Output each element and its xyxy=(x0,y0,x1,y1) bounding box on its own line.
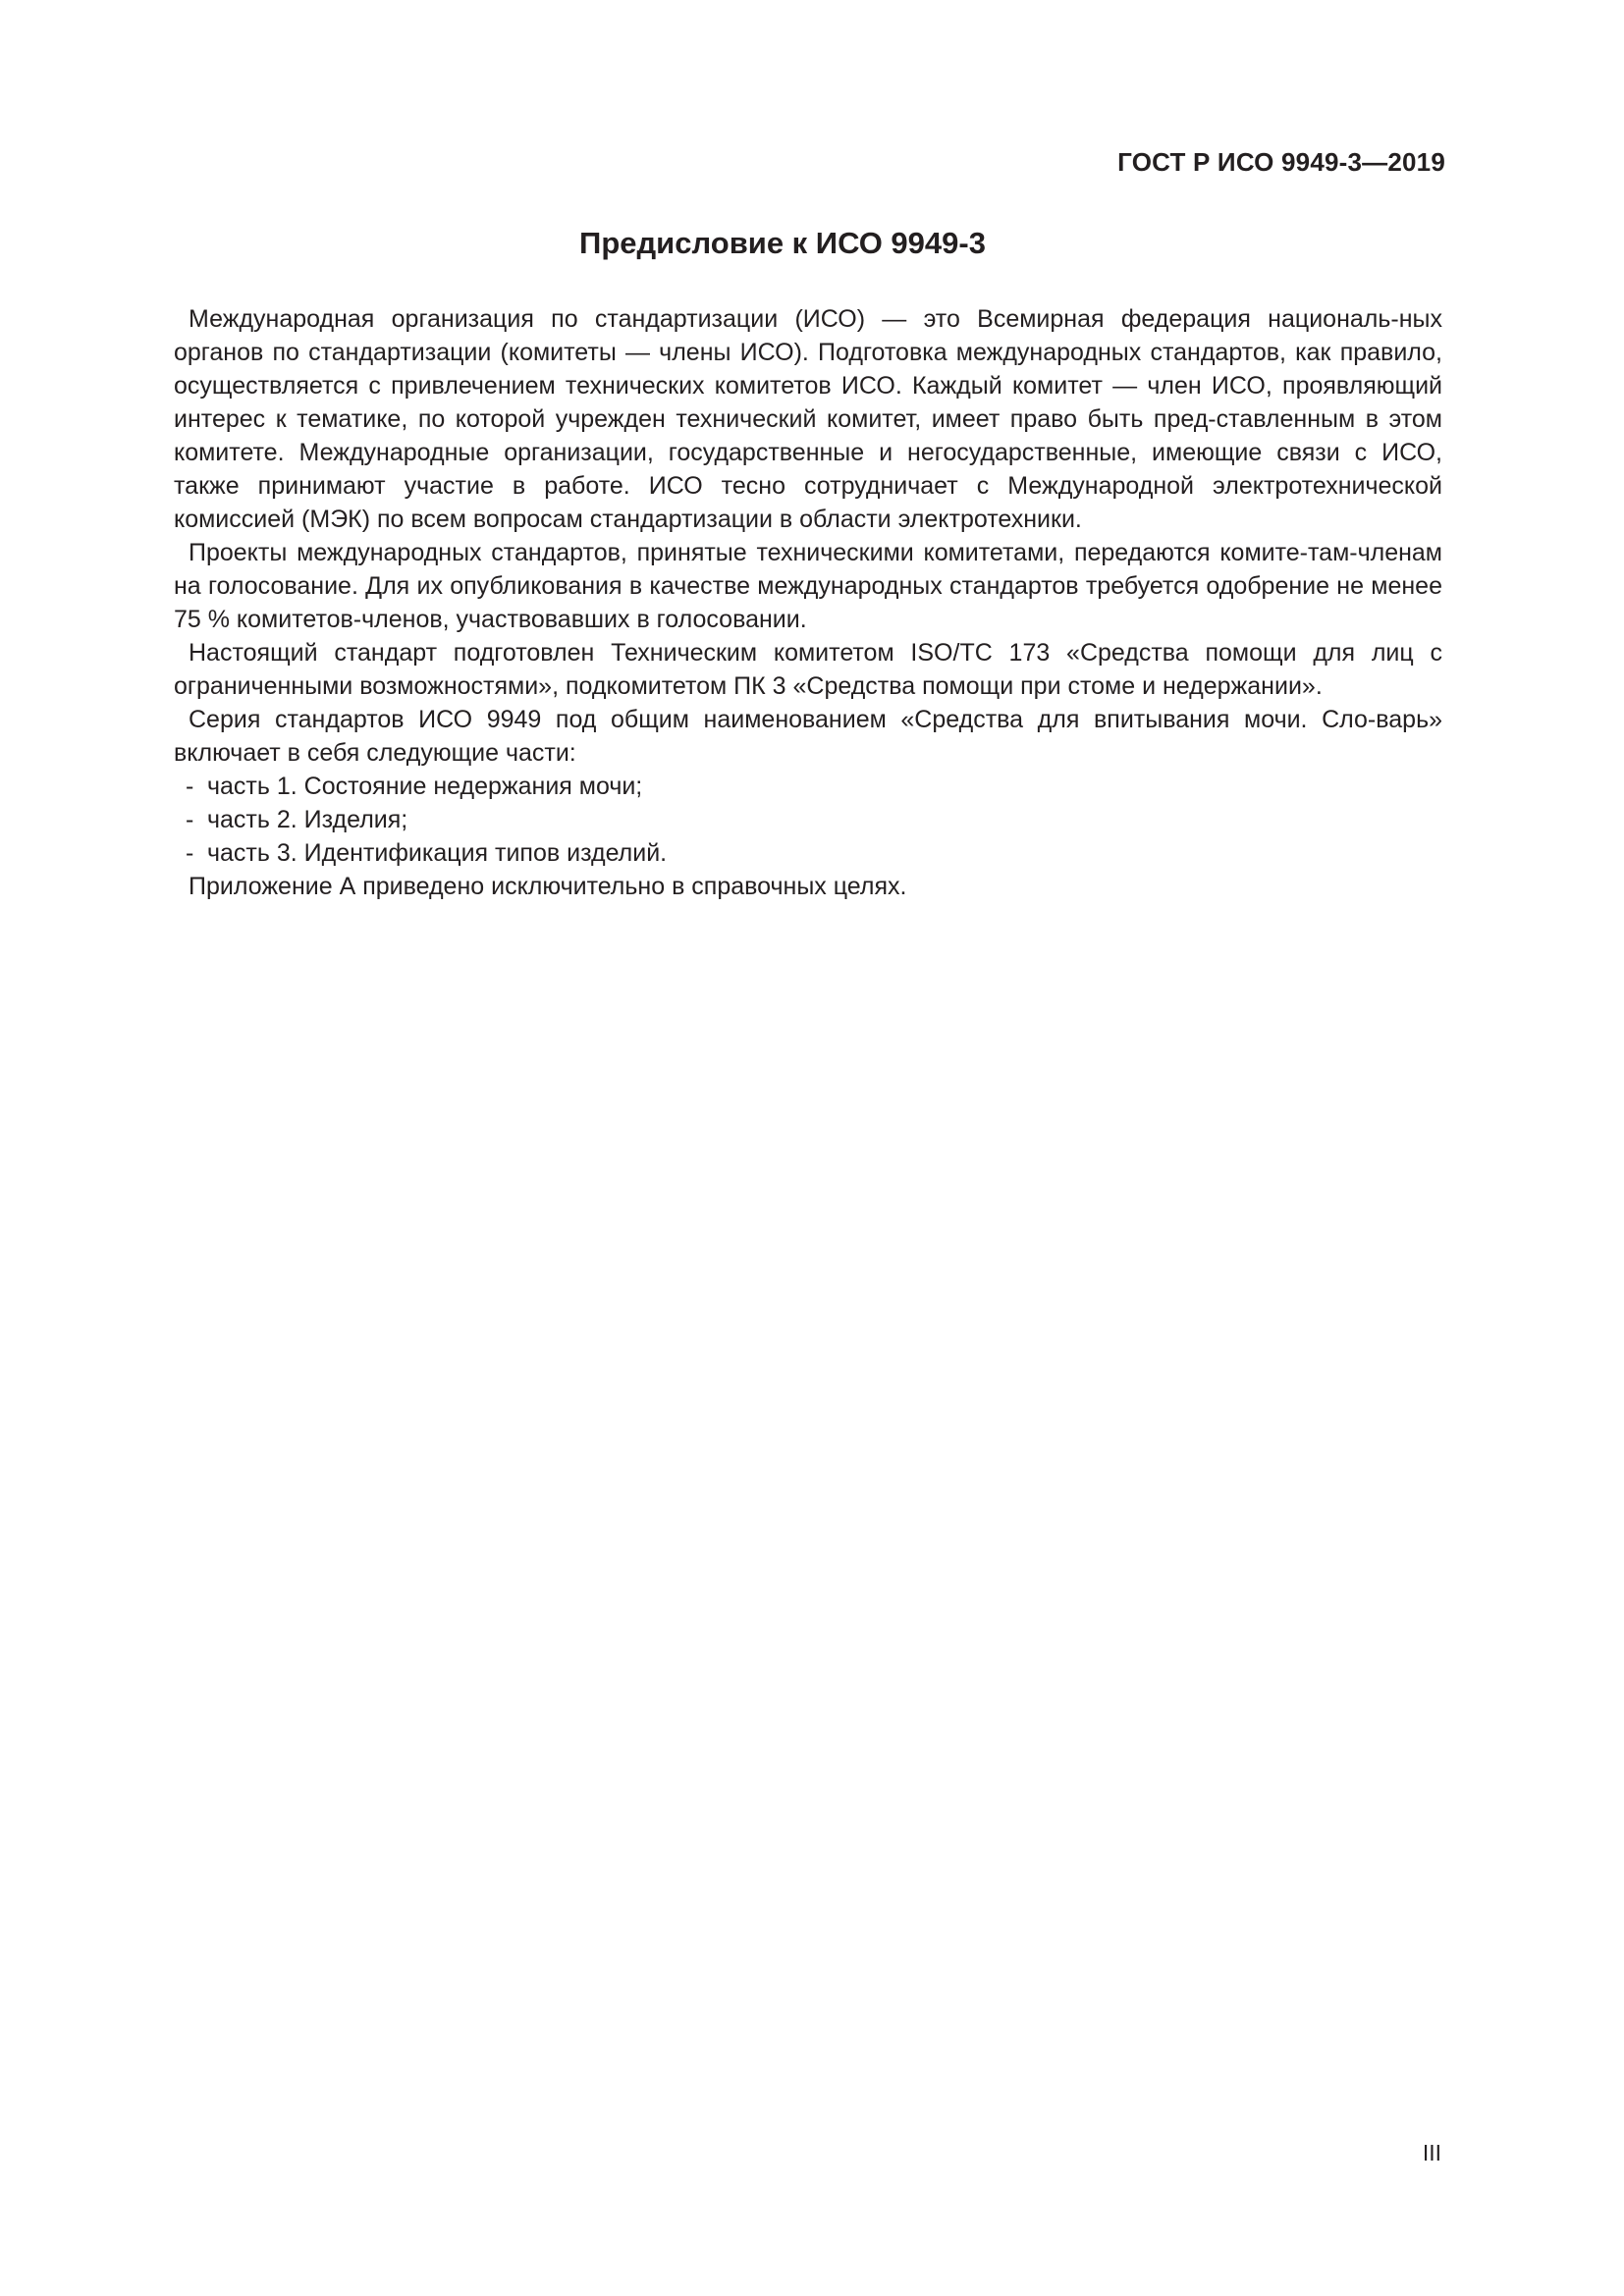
list-item-text: часть 1. Состояние недержания мочи; xyxy=(207,773,643,800)
paragraph-appendix: Приложение А приведено исключительно в справочных целях. xyxy=(189,873,907,900)
page-number: III xyxy=(1422,2140,1441,2165)
list-item-text: часть 3. Идентификация типов изделий. xyxy=(207,839,668,867)
list-marker: - xyxy=(186,806,194,833)
paragraph-series: Серия стандартов ИСО 9949 под общим наименованием «Средства для впитывания мочи. Сло-варь» включает в себя следующие части: xyxy=(174,706,1442,767)
list-marker: - xyxy=(186,839,194,867)
paragraph-iso-organization: Международная организация по стандартизации (ИСО) — это Всемирная федерация националь-ных органов по стандартизации (комитеты — члены ИСО). Подготовка международных стандартов, как правило, осуществляется с привлечением технических комитетов ИСО. Каждый комитет — член ИСО, проявляющий интерес к тематике, по которой учрежден технический комитет, имеет право быть пред-ставленным в этом комитете. Международные организации, государственные и негосударственные, имеющие связи с ИСО, также принимают участие в работе. ИСО тесно сотрудничает с Международной электротехнической комиссией (МЭК) по всем вопросам стандартизации в области электротехники. xyxy=(174,305,1442,533)
list-marker: - xyxy=(186,773,194,800)
paragraph-committee: Настоящий стандарт подготовлен Техническим комитетом ISO/TC 173 «Средства помощи для лиц с ограниченными возможностями», подкомитетом ПК 3 «Средства помощи при стоме и недержании». xyxy=(174,639,1442,700)
page-title: Предисловие к ИСО 9949-3 xyxy=(579,226,986,260)
foreword-body xyxy=(174,302,1442,903)
list-item xyxy=(174,770,1442,803)
paragraph-voting: Проекты международных стандартов, принятые техническими комитетами, передаются комите-там-членам на голосование. Для их опубликования в качестве международных стандартов требуется одобрение не менее 75 % комитетов-членов, участвовавших в голосовании. xyxy=(174,539,1442,633)
list-item xyxy=(174,836,1442,870)
document-code: ГОСТ Р ИСО 9949-3—2019 xyxy=(1117,147,1445,177)
list-item xyxy=(174,803,1442,836)
list-item-text: часть 2. Изделия; xyxy=(207,806,408,833)
